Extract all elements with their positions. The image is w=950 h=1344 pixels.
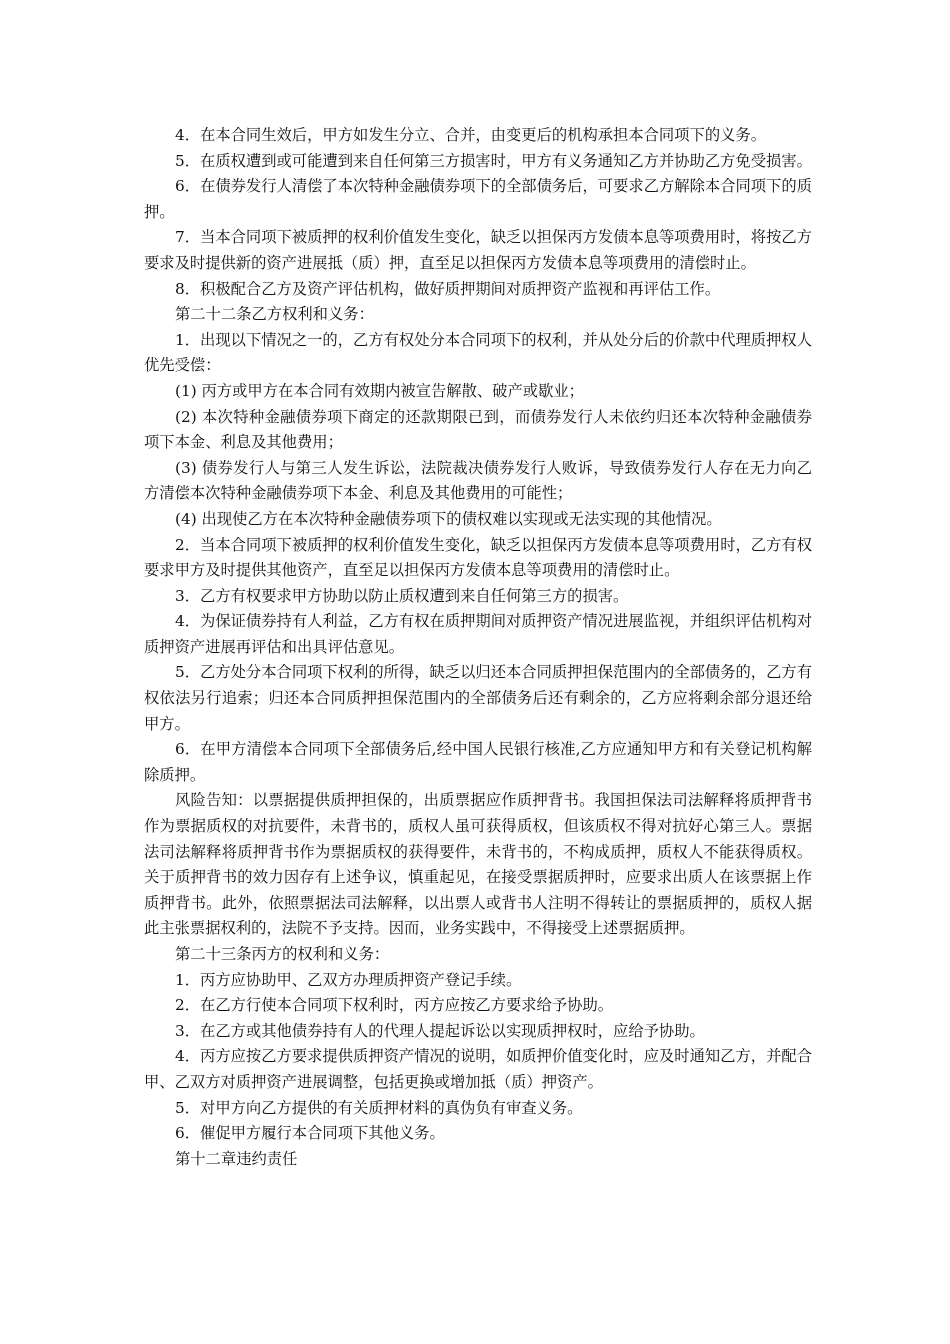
paragraph-right-1-item-4: (4) 出现使乙方在本次特种金融债券项下的债权难以实现或无法实现的其他情况。	[175, 509, 722, 528]
paragraph-right-5: 5．乙方处分本合同项下权利的所得，缺乏以归还本合同质押担保范围内的全部债务的，乙方有权依法另行追索；归还本合同质押担保范围内的全部债务后还有剩余的，乙方应将剩余部分退还给甲方。	[144, 663, 812, 733]
paragraph-party-c-2: 2．在乙方行使本合同项下权利时，丙方应按乙方要求给予协助。	[175, 996, 614, 1015]
paragraph-right-1-item-2: (2) 本次特种金融债券项下商定的还款期限已到，而债券发行人未依约归还本次特种金融债券项下本金、利息及其他费用；	[144, 407, 812, 452]
paragraph-obligation-8: 8．积极配合乙方及资产评估机构，做好质押期间对质押资产监视和再评估工作。	[175, 279, 721, 298]
paragraph-party-c-6: 6．催促甲方履行本合同项下其他义务。	[175, 1124, 445, 1143]
paragraph-obligation-6: 6．在债券发行人清偿了本次特种金融债券项下的全部债务后，可要求乙方解除本合同项下的质押。	[144, 177, 812, 221]
paragraph-right-1: 1．出现以下情况之一的，乙方有权处分本合同项下的权利，并从处分后的价款中代理质押权人优先受偿：	[144, 330, 812, 375]
article-22-heading: 第二十二条乙方权利和义务：	[175, 305, 374, 324]
paragraph-right-4: 4．为保证债券持有人利益，乙方有权在质押期间对质押资产情况进展监视，并组织评估机构对质押资产进展再评估和出具评估意见。	[144, 612, 812, 656]
paragraph-right-1-item-3: (3) 债券发行人与第三人发生诉讼，法院裁决债券发行人败诉，导致债券发行人存在无力向乙方清偿本次特种金融债券项下本金、利息及其他费用的可能性；	[144, 458, 812, 503]
paragraph-party-c-1: 1．丙方应协助甲、乙双方办理质押资产登记手续。	[175, 970, 522, 989]
paragraph-obligation-5: 5．在质权遭到或可能遭到来自任何第三方损害时，甲方有义务通知乙方并协助乙方免受损害。	[175, 151, 812, 170]
paragraph-right-6: 6．在甲方清偿本合同项下全部债务后,经中国人民银行核准,乙方应通知甲方和有关登记机构解除质押。	[144, 740, 812, 784]
paragraph-right-2: 2．当本合同项下被质押的权利价值发生变化，缺乏以担保丙方发债本息等项费用时，乙方有权要求甲方及时提供其他资产，直至足以担保丙方发债本息等项费用的清偿时止。	[144, 535, 812, 580]
paragraph-right-3: 3．乙方有权要求甲方协助以防止质权遭到来自任何第三方的损害。	[175, 586, 629, 605]
risk-notice-paragraph: 风险告知：以票据提供质押担保的，出质票据应作质押背书。我国担保法司法解释将质押背书作为票据质权的对抗要件，未背书的，质权人虽可获得质权，但该质权不得对抗好心第三人。票据法司法解释将质押背书作为票据质权的获得要件，未背书的，不构成质押，质权人不能获得质权。关于质押背书的效力因存有上述争议，慎重起见，在接受票据质押时，应要求出质人在该票据上作质押背书。此外，依照票据法司法解释，以出票人或背书人注明不得转让的票据质押的，质权人据此主张票据权利的，法院不予支持。因而，业务实践中，不得接受上述票据质押。	[144, 791, 812, 938]
article-23-heading: 第二十三条丙方的权利和义务：	[175, 945, 390, 963]
paragraph-party-c-4: 4．丙方应按乙方要求提供质押资产情况的说明，如质押价值变化时，应及时通知乙方，并配合甲、乙双方对质押资产进展调整，包括更换或增加抵（质）押资产。	[144, 1047, 812, 1091]
document-body	[144, 123, 812, 1172]
paragraph-obligation-4: 4．在本合同生效后，甲方如发生分立、合并，由变更后的机构承担本合同项下的义务。	[175, 126, 767, 144]
paragraph-party-c-5: 5．对甲方向乙方提供的有关质押材料的真伪负有审查义务。	[175, 1098, 583, 1117]
paragraph-party-c-3: 3．在乙方或其他债券持有人的代理人提起诉讼以实现质押权时，应给予协助。	[175, 1021, 705, 1040]
paragraph-obligation-7: 7．当本合同项下被质押的权利价值发生变化，缺乏以担保丙方发债本息等项费用时，将按乙方要求及时提供新的资产进展抵（质）押，直至足以担保丙方发债本息等项费用的清偿时止。	[144, 228, 812, 272]
paragraph-right-1-item-1: (1) 丙方或甲方在本合同有效期内被宣告解散、破产或歇业；	[175, 381, 584, 400]
chapter-12-heading: 第十二章违约责任	[175, 1149, 298, 1168]
